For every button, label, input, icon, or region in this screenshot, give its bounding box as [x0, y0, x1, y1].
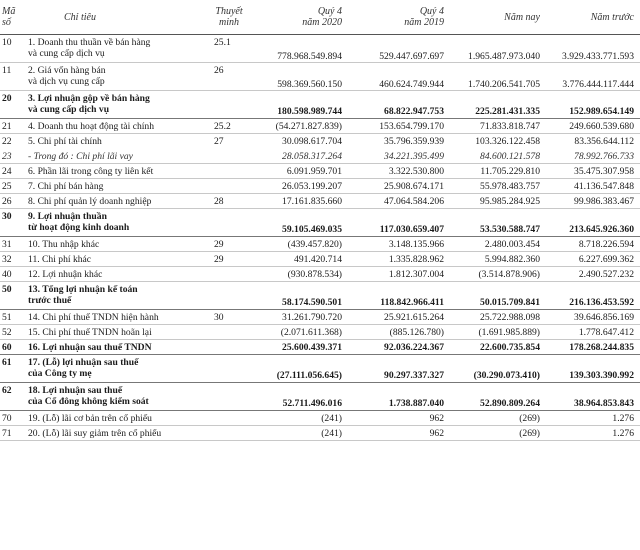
cell-nam-nay: 71.833.818.747 — [450, 119, 546, 134]
cell-note — [212, 340, 246, 355]
cell-nam-truoc: 6.227.699.362 — [546, 252, 640, 267]
table-row — [0, 426, 640, 441]
cell-note: 28 — [212, 194, 246, 209]
cell-q4-2019: 25.921.615.264 — [348, 310, 450, 325]
table-row — [0, 267, 640, 282]
header-row — [0, 0, 640, 35]
cell-note — [212, 426, 246, 441]
cell-q4-2020: 598.369.560.150 — [246, 63, 348, 91]
table-row — [0, 310, 640, 325]
cell-nam-nay: 50.015.709.841 — [450, 282, 546, 310]
cell-q4-2019: 962 — [348, 411, 450, 426]
cell-nam-truoc: 3.776.444.117.444 — [546, 63, 640, 91]
cell-nam-truoc: 139.303.390.992 — [546, 355, 640, 383]
cell-name: 11. Chi phí khác — [24, 252, 212, 267]
table-row — [0, 355, 640, 383]
cell-q4-2020: (241) — [246, 426, 348, 441]
cell-q4-2020: (54.271.827.839) — [246, 119, 348, 134]
cell-nam-truoc: 1.276 — [546, 426, 640, 441]
cell-code: 24 — [0, 164, 24, 179]
cell-nam-nay: 1.965.487.973.040 — [450, 35, 546, 63]
cell-nam-nay: 103.326.122.458 — [475, 136, 540, 147]
cell-q4-2019: 1.812.307.004 — [348, 267, 450, 282]
cell-nam-truoc: 99.986.383.467 — [546, 194, 640, 209]
cell-nam-truoc: 78.992.766.733 — [546, 149, 640, 164]
cell-code: 25 — [0, 179, 24, 194]
cell-q4-2019: 1.738.887.040 — [348, 383, 450, 411]
cell-note — [212, 383, 246, 411]
cell-note: 27 — [214, 136, 224, 147]
cell-code: 50 — [0, 282, 24, 310]
header-nam-nay: Năm nay — [450, 0, 546, 35]
cell-q4-2020: (439.457.820) — [246, 237, 348, 252]
cell-note — [212, 325, 246, 340]
cell-nam-nay: (1.691.985.889) — [450, 325, 546, 340]
header-name: Chỉ tiêu — [24, 0, 212, 35]
cell-nam-nay: 55.978.483.757 — [450, 179, 546, 194]
cell-q4-2019: 34.221.395.499 — [348, 149, 450, 164]
cell-code: 26 — [0, 194, 24, 209]
cell-code: 21 — [0, 119, 24, 134]
cell-q4-2019: 35.796.359.939 — [384, 136, 444, 147]
table-row — [0, 119, 640, 134]
cell-nam-truoc: 178.268.244.835 — [546, 340, 640, 355]
cell-name: 9. Lợi nhuận thuần từ hoạt động kinh doanh — [24, 209, 212, 237]
cell-nam-truoc: 216.136.453.592 — [546, 282, 640, 310]
header-q4-2019: Quý 4 năm 2019 — [348, 0, 450, 35]
cell-nam-nay: 11.705.229.810 — [450, 164, 546, 179]
cell-name: - Trong đó : Chi phí lãi vay — [24, 149, 212, 164]
cell-name: 8. Chi phí quản lý doanh nghiệp — [24, 194, 212, 209]
cell-nam-nay: (30.290.073.410) — [450, 355, 546, 383]
cell-note — [212, 355, 246, 383]
cell-name: 16. Lợi nhuận sau thuế TNDN — [24, 340, 212, 355]
cell-nam-truoc: 2.490.527.232 — [546, 267, 640, 282]
cell-nam-nay: 52.890.809.264 — [450, 383, 546, 411]
cell-nam-truoc: 38.964.853.843 — [546, 383, 640, 411]
cell-code: 10 — [0, 35, 24, 63]
cell-q4-2019: 92.036.224.367 — [348, 340, 450, 355]
cell-code: 20 — [0, 91, 24, 119]
cell-q4-2019: 3.322.530.800 — [348, 164, 450, 179]
cell-q4-2020: 25.600.439.371 — [246, 340, 348, 355]
cell-note — [212, 91, 246, 119]
cell-note: 25.2 — [212, 119, 246, 134]
cell-code: 30 — [0, 209, 24, 237]
cell-name: 1. Doanh thu thuần về bán hàng và cung cấp dịch vụ — [24, 35, 212, 63]
cell-q4-2020: 17.161.835.660 — [246, 194, 348, 209]
cell-q4-2019: 25.908.674.171 — [348, 179, 450, 194]
cell-note — [212, 267, 246, 282]
table-row — [0, 252, 640, 267]
cell-code: 31 — [0, 237, 24, 252]
cell-q4-2020: 52.711.496.016 — [246, 383, 348, 411]
cell-q4-2020: 491.420.714 — [246, 252, 348, 267]
cell-nam-nay: 2.480.003.454 — [450, 237, 546, 252]
cell-note — [212, 179, 246, 194]
cell-q4-2019: 47.064.584.206 — [348, 194, 450, 209]
cell-note — [212, 282, 246, 310]
table-row — [0, 237, 640, 252]
cell-note: 29 — [212, 237, 246, 252]
table-row — [0, 282, 640, 310]
cell-nam-nay: 84.600.121.578 — [450, 149, 546, 164]
cell-name: 13. Tổng lợi nhuận kế toán trước thuế — [24, 282, 212, 310]
table-row — [0, 179, 640, 194]
cell-code: 22 — [2, 136, 12, 147]
table-row — [0, 35, 640, 63]
cell-nam-truoc: 8.718.226.594 — [546, 237, 640, 252]
cell-code: 62 — [0, 383, 24, 411]
cell-q4-2019: 118.842.966.411 — [348, 282, 450, 310]
cell-nam-nay: 22.600.735.854 — [450, 340, 546, 355]
cell-q4-2019: 90.297.337.327 — [348, 355, 450, 383]
table-row — [0, 91, 640, 119]
cell-code: 71 — [0, 426, 24, 441]
cell-q4-2019: 117.030.659.407 — [348, 209, 450, 237]
table-row — [0, 63, 640, 91]
cell-note — [212, 149, 246, 164]
cell-q4-2020: (241) — [246, 411, 348, 426]
cell-name: 4. Doanh thu hoạt động tài chính — [24, 119, 212, 134]
table-row — [0, 149, 640, 164]
cell-name: 10. Thu nhập khác — [24, 237, 212, 252]
cell-nam-truoc: 213.645.926.360 — [546, 209, 640, 237]
header-q4-2020: Quý 4 năm 2020 — [246, 0, 348, 35]
cell-note — [212, 164, 246, 179]
cell-q4-2019: 529.447.697.697 — [348, 35, 450, 63]
cell-nam-truoc: 1.778.647.412 — [546, 325, 640, 340]
table-row — [0, 209, 640, 237]
cell-nam-nay: 225.281.431.335 — [450, 91, 546, 119]
cell-nam-nay: 95.985.284.925 — [450, 194, 546, 209]
cell-nam-nay: (3.514.878.906) — [450, 267, 546, 282]
table-row — [0, 325, 640, 340]
cell-nam-truoc: 249.660.539.680 — [546, 119, 640, 134]
table-row — [0, 164, 640, 179]
table-row — [0, 134, 640, 149]
cell-q4-2019: 460.624.749.944 — [348, 63, 450, 91]
cell-q4-2020: 6.091.959.701 — [246, 164, 348, 179]
cell-code: 52 — [0, 325, 24, 340]
cell-nam-nay: 5.994.882.360 — [450, 252, 546, 267]
cell-nam-truoc: 35.475.307.958 — [546, 164, 640, 179]
cell-code: 11 — [0, 63, 24, 91]
cell-name: 17. (Lỗ) lợi nhuận sau thuế của Công ty mẹ — [24, 355, 212, 383]
cell-nam-truoc: 152.989.654.149 — [546, 91, 640, 119]
cell-code: 40 — [0, 267, 24, 282]
cell-nam-nay: 25.722.988.098 — [450, 310, 546, 325]
cell-q4-2020: 28.058.317.264 — [246, 149, 348, 164]
cell-name: 2. Giá vốn hàng bán và dịch vụ cung cấp — [24, 63, 212, 91]
cell-code: 70 — [0, 411, 24, 426]
cell-q4-2019: 3.148.135.966 — [348, 237, 450, 252]
header-note: Thuyết minh — [212, 0, 246, 35]
cell-note — [212, 411, 246, 426]
cell-nam-truoc: 83.356.644.112 — [574, 136, 634, 147]
cell-nam-nay: 53.530.588.747 — [450, 209, 546, 237]
table-row — [0, 383, 640, 411]
cell-note — [212, 209, 246, 237]
cell-code: 23 — [0, 149, 24, 164]
cell-q4-2020: 778.968.549.894 — [246, 35, 348, 63]
cell-code: 60 — [0, 340, 24, 355]
cell-name: 15. Chi phí thuế TNDN hoãn lại — [24, 325, 212, 340]
cell-nam-truoc: 41.136.547.848 — [546, 179, 640, 194]
cell-name: 7. Chi phí bán hàng — [24, 179, 212, 194]
cell-q4-2019: 68.822.947.753 — [348, 91, 450, 119]
cell-q4-2019: 153.654.799.170 — [348, 119, 450, 134]
cell-code: 61 — [0, 355, 24, 383]
cell-name: 18. Lợi nhuận sau thuế của Cổ đông không kiểm soát — [24, 383, 212, 411]
cell-name: 19. (Lỗ) lãi cơ bản trên cổ phiếu — [24, 411, 212, 426]
cell-q4-2020: 26.053.199.207 — [246, 179, 348, 194]
table-row — [0, 411, 640, 426]
cell-note: 26 — [212, 63, 246, 91]
cell-code: 51 — [0, 310, 24, 325]
cell-name: 5. Chi phí tài chính — [28, 136, 102, 147]
cell-q4-2020: (930.878.534) — [246, 267, 348, 282]
cell-q4-2020: (27.111.056.645) — [246, 355, 348, 383]
cell-name: 3. Lợi nhuận gộp về bán hàng và cung cấp dịch vụ — [24, 91, 212, 119]
header-nam-truoc: Năm trước — [546, 0, 640, 35]
cell-nam-nay: 1.740.206.541.705 — [450, 63, 546, 91]
cell-note: 25.1 — [212, 35, 246, 63]
table-row — [0, 340, 640, 355]
cell-q4-2019: 1.335.828.962 — [348, 252, 450, 267]
cell-note: 29 — [212, 252, 246, 267]
cell-q4-2020: 59.105.469.035 — [246, 209, 348, 237]
cell-name: 6. Phần lãi trong công ty liên kết — [24, 164, 212, 179]
cell-q4-2019: 962 — [348, 426, 450, 441]
cell-nam-truoc: 1.276 — [546, 411, 640, 426]
cell-name: 20. (Lỗ) lãi suy giảm trên cổ phiếu — [24, 426, 212, 441]
cell-name: 12. Lợi nhuận khác — [24, 267, 212, 282]
cell-nam-truoc: 3.929.433.771.593 — [546, 35, 640, 63]
header-code: Mã số — [0, 0, 24, 35]
cell-q4-2020: (2.071.611.368) — [246, 325, 348, 340]
table-body — [0, 35, 640, 441]
cell-q4-2020: 180.598.989.744 — [246, 91, 348, 119]
cell-nam-nay: (269) — [450, 426, 546, 441]
cell-q4-2020: 30.098.617.704 — [282, 136, 342, 147]
cell-name: 14. Chi phí thuế TNDN hiện hành — [24, 310, 212, 325]
cell-q4-2019: (885.126.780) — [348, 325, 450, 340]
table-row — [0, 194, 640, 209]
cell-code: 32 — [0, 252, 24, 267]
cell-note: 30 — [212, 310, 246, 325]
cell-q4-2020: 58.174.590.501 — [246, 282, 348, 310]
cell-q4-2020: 31.261.790.720 — [246, 310, 348, 325]
cell-nam-nay: (269) — [450, 411, 546, 426]
cell-nam-truoc: 39.646.856.169 — [546, 310, 640, 325]
